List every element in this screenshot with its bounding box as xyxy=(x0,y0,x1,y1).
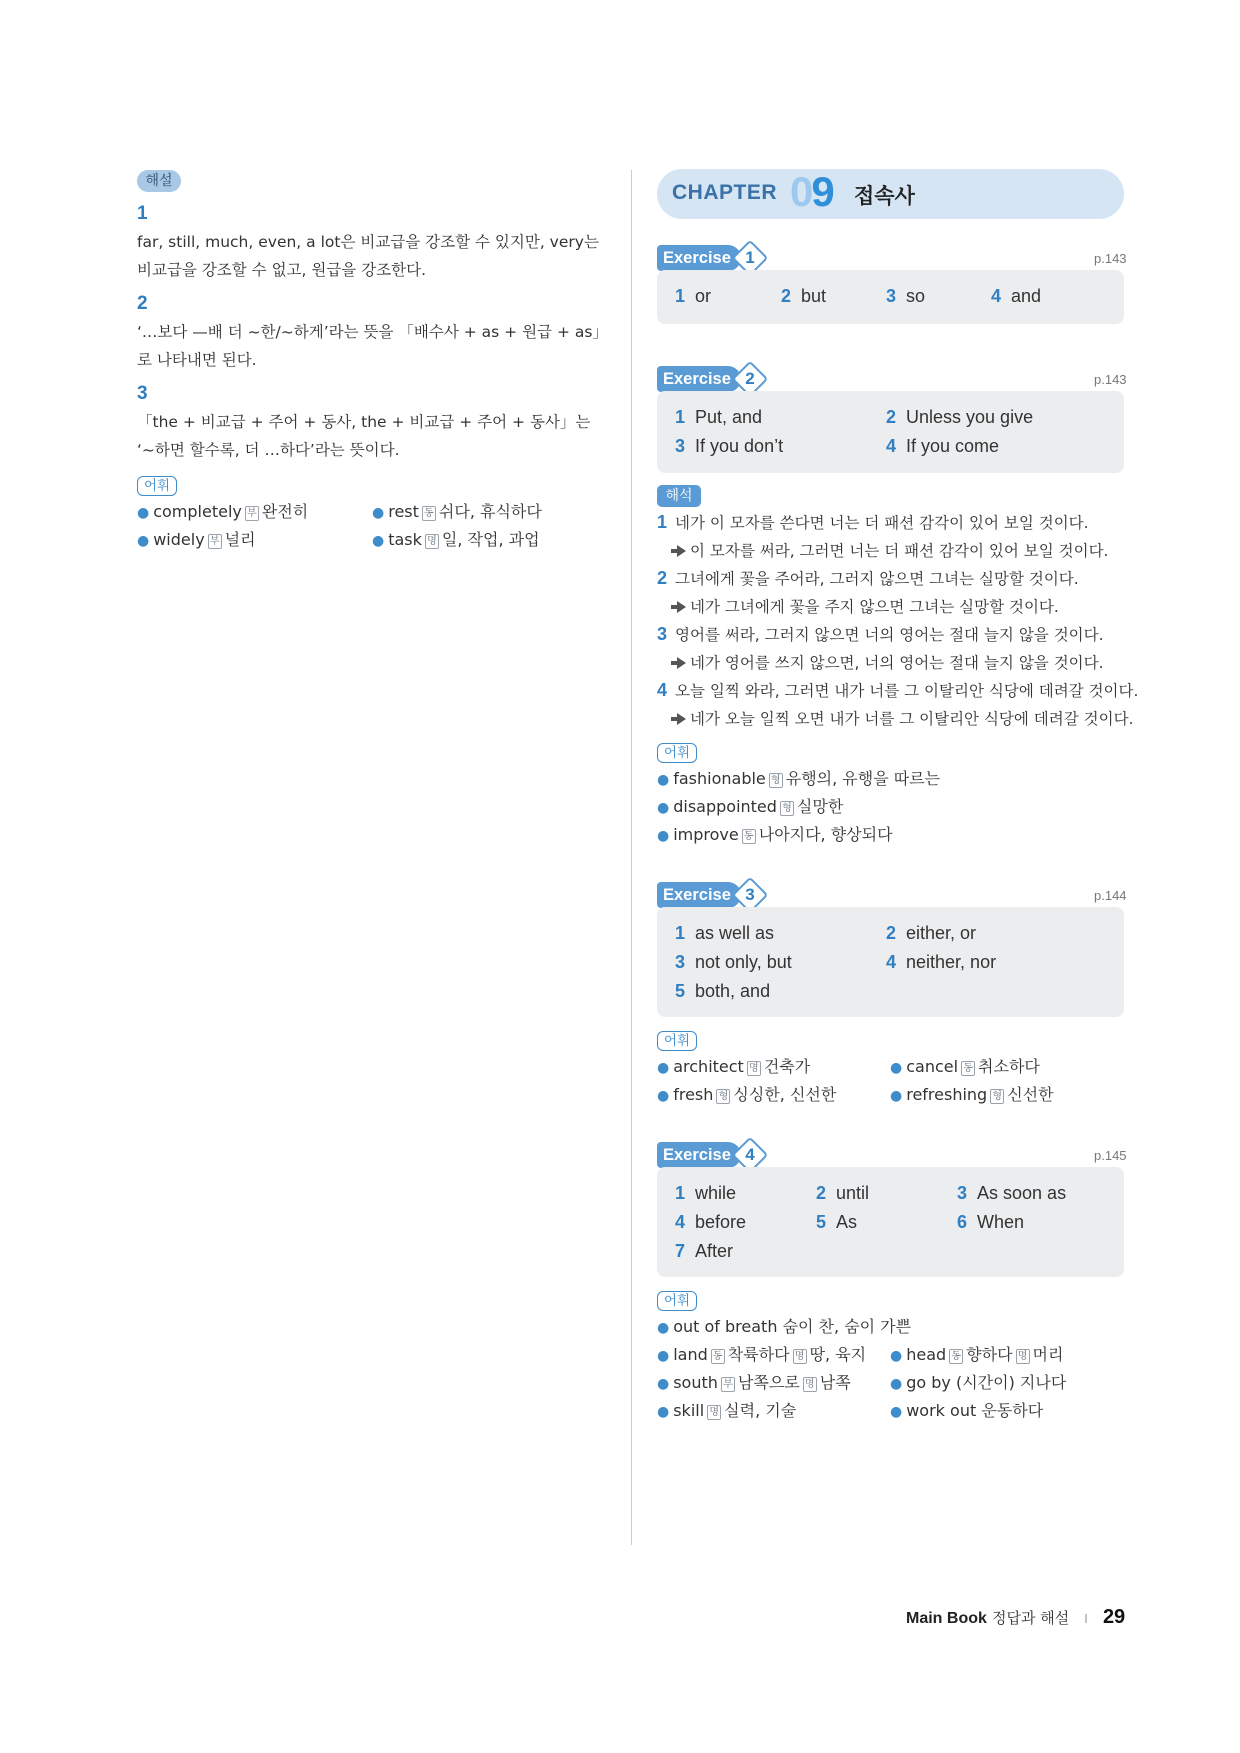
explanation-number: 1 xyxy=(137,203,148,224)
vocab-section-label xyxy=(657,1290,697,1311)
exercise-number: 4 xyxy=(745,1145,755,1164)
vocab-meaning: 완전히 xyxy=(261,502,309,521)
answer-item: 4 before xyxy=(675,1212,747,1232)
vocab-meaning: 일, 작업, 과업 xyxy=(441,530,540,549)
translation-alt-line: 이 모자를 써라, 그러면 너는 더 패션 감각이 있어 보일 것이다. xyxy=(677,539,1108,561)
footer-separator: I xyxy=(1084,1612,1088,1626)
bullet-icon: ● xyxy=(657,1348,670,1364)
bullet-icon: ● xyxy=(657,1060,670,1076)
explanation-text: far, still, much, even, a lot은 비교급을 강조할 수 있지만, very는 비교급을 강조할 수 없고, 원급을 강조한다. xyxy=(137,233,599,279)
part-of-speech-badge: 형 xyxy=(769,773,783,788)
bullet-icon: ● xyxy=(890,1088,903,1104)
vocab-meaning: 쉬다, 휴식하다 xyxy=(438,502,542,521)
vocab-tag: 어휘 xyxy=(137,476,177,496)
exercise-number: 3 xyxy=(745,885,755,904)
vocab-section-label xyxy=(137,475,177,496)
vocab-item xyxy=(137,498,308,527)
part-of-speech-badge: 동 xyxy=(711,1349,725,1364)
bullet-icon: ● xyxy=(657,1320,670,1336)
vocab-item: ● cancel 동 취소하다 xyxy=(890,1057,1040,1076)
bullet-icon: ● xyxy=(890,1348,903,1364)
translation-alt-line: 네가 오늘 일찍 오면 내가 너를 그 이탈리안 식당에 데려갈 것이다. xyxy=(677,707,1134,729)
bullet-icon: ● xyxy=(137,505,150,521)
vocab-tag: 어휘 xyxy=(657,1291,697,1311)
answer-item: 2 either, or xyxy=(886,923,977,943)
bullet-icon: ● xyxy=(372,533,385,549)
chapter-word: CHAPTER xyxy=(672,181,778,204)
part-of-speech-badge: 명 xyxy=(1016,1349,1030,1364)
page-reference: p.143 xyxy=(1094,372,1127,387)
answer-item: 5 As xyxy=(816,1212,858,1232)
bullet-icon: ● xyxy=(890,1376,903,1392)
vocab-word: widely xyxy=(153,530,205,549)
page-footer xyxy=(906,1606,1125,1629)
part-of-speech-badge: 동 xyxy=(422,506,436,521)
explanation-number: 3 xyxy=(137,383,148,404)
answer-item: 1 while xyxy=(675,1183,737,1203)
translation-line: 1 네가 이 모자를 쓴다면 너는 더 패션 감각이 있어 보일 것이다. xyxy=(657,512,1089,532)
answer-item: 4 If you come xyxy=(886,436,1000,456)
vocab-item: ● fresh 형 싱싱한, 신선한 xyxy=(657,1085,837,1104)
page-number: 29 xyxy=(1102,1606,1126,1628)
vocab-tag: 어휘 xyxy=(657,1031,697,1051)
vocab-item: ● architect 명 건축가 xyxy=(657,1057,811,1076)
bullet-icon: ● xyxy=(657,1088,670,1104)
answer-item: 2 until xyxy=(816,1183,870,1203)
page-reference: p.143 xyxy=(1094,251,1127,266)
explanation-text: 「the + 비교급 + 주어 + 동사, the + 비교급 + 주어 + 동사」는 ‘~하면 할수록, 더 …하다’라는 뜻이다. xyxy=(137,413,591,459)
vocab-item: ● work out 운동하다 xyxy=(890,1401,1044,1420)
vocab-section-label xyxy=(657,742,697,763)
exercise-number: 1 xyxy=(745,248,755,267)
vocab-item xyxy=(372,526,540,555)
bullet-icon: ● xyxy=(657,1404,670,1420)
bullet-icon: ● xyxy=(890,1060,903,1076)
bullet-icon: ● xyxy=(657,828,670,844)
translation-label: 해석 xyxy=(657,485,701,507)
vocab-word: rest xyxy=(388,502,419,521)
answer-item: 3 As soon as xyxy=(957,1183,1067,1203)
vocab-item: ● head 동 향하다 명 머리 xyxy=(890,1345,1064,1364)
translation-alt-line: 네가 영어를 쓰지 않으면, 너의 영어는 절대 늘지 않을 것이다. xyxy=(677,651,1104,673)
answer-item: 6 When xyxy=(957,1212,1025,1232)
bullet-icon: ● xyxy=(372,505,385,521)
vocab-item: ● disappointed 형 실망한 xyxy=(657,797,844,816)
answer-item: 3 If you don’t xyxy=(675,436,784,456)
part-of-speech-badge: 형 xyxy=(780,801,794,816)
translation-line: 2 그녀에게 꽃을 주어라, 그러지 않으면 그녀는 실망할 것이다. xyxy=(657,568,1079,588)
answer-item: 1 Put, and xyxy=(675,407,763,427)
explanation-number: 2 xyxy=(137,293,148,314)
part-of-speech-badge: 부 xyxy=(208,534,222,549)
arrow-right-icon xyxy=(677,601,686,613)
vocab-tag: 어휘 xyxy=(657,743,697,763)
vocab-section-label xyxy=(657,1030,697,1051)
vocab-item: ● south 부 남쪽으로 명 남쪽 xyxy=(657,1373,851,1392)
bullet-icon: ● xyxy=(657,772,670,788)
part-of-speech-badge: 부 xyxy=(721,1377,735,1392)
vocab-item: ● improve 동 나아지다, 향상되다 xyxy=(657,825,893,844)
exercise-label: Exercise xyxy=(657,366,741,392)
book-subtitle: 정답과 해설 xyxy=(991,1609,1070,1627)
exercise-label: Exercise xyxy=(657,1142,741,1168)
exercise-number: 2 xyxy=(745,369,755,388)
answer-item: 2 Unless you give xyxy=(886,407,1034,427)
answer-item: 3 so xyxy=(886,286,926,306)
part-of-speech-badge: 형 xyxy=(990,1089,1004,1104)
vocab-item: ● land 동 착륙하다 명 땅, 육지 xyxy=(657,1345,867,1364)
bullet-icon: ● xyxy=(657,1376,670,1392)
chapter-number: 09 xyxy=(790,168,833,215)
exercise-label: Exercise xyxy=(657,245,741,271)
vocab-item: ● refreshing 형 신선한 xyxy=(890,1085,1054,1104)
vocab-item xyxy=(372,498,542,527)
page-reference: p.144 xyxy=(1094,888,1127,903)
vocab-meaning: 널리 xyxy=(224,530,256,549)
part-of-speech-badge: 부 xyxy=(245,506,259,521)
answer-item: 3 not only, but xyxy=(675,952,792,972)
page-reference: p.145 xyxy=(1094,1148,1127,1163)
vocab-item: ● skill 명 실력, 기술 xyxy=(657,1401,797,1420)
translation-line: 4 오늘 일찍 와라, 그러면 내가 너를 그 이탈리안 식당에 데려갈 것이다. xyxy=(657,680,1139,700)
vocab-item: ● go by (시간이) 지나다 xyxy=(890,1373,1067,1392)
vocab-item: ● out of breath 숨이 찬, 숨이 가쁜 xyxy=(657,1317,912,1336)
answer-item: 2 but xyxy=(781,286,827,306)
answer-item: 4 and xyxy=(991,286,1042,306)
translation-alt-line: 네가 그녀에게 꽃을 주지 않으면 그녀는 실망할 것이다. xyxy=(677,595,1059,617)
part-of-speech-badge: 명 xyxy=(747,1061,761,1076)
part-of-speech-badge: 명 xyxy=(707,1405,721,1420)
answer-item: 4 neither, nor xyxy=(886,952,997,972)
arrow-right-icon xyxy=(677,713,686,725)
answer-item: 1 as well as xyxy=(675,923,775,943)
answer-box xyxy=(657,391,1124,473)
chapter-title: 접속사 xyxy=(854,184,915,208)
part-of-speech-badge: 동 xyxy=(742,829,756,844)
answer-item: 5 both, and xyxy=(675,981,771,1001)
translation-line: 3 영어를 써라, 그러지 않으면 너의 영어는 절대 늘지 않을 것이다. xyxy=(657,624,1104,644)
explanation-label: 해설 xyxy=(137,170,181,192)
answer-item: 1 or xyxy=(675,286,712,306)
bullet-icon: ● xyxy=(137,533,150,549)
answer-item: 7 After xyxy=(675,1241,734,1261)
column-divider xyxy=(631,170,632,1545)
vocab-word: task xyxy=(388,530,422,549)
part-of-speech-badge: 형 xyxy=(716,1089,730,1104)
exercise-label: Exercise xyxy=(657,882,741,908)
part-of-speech-badge: 명 xyxy=(793,1349,807,1364)
part-of-speech-badge: 동 xyxy=(961,1061,975,1076)
part-of-speech-badge: 명 xyxy=(803,1377,817,1392)
bullet-icon: ● xyxy=(890,1404,903,1420)
arrow-right-icon xyxy=(677,545,686,557)
part-of-speech-badge: 명 xyxy=(425,534,439,549)
part-of-speech-badge: 동 xyxy=(949,1349,963,1364)
bullet-icon: ● xyxy=(657,800,670,816)
vocab-item: ● fashionable 형 유행의, 유행을 따르는 xyxy=(657,769,941,788)
vocab-word: completely xyxy=(153,502,242,521)
explanation-text: ‘…보다 —배 더 ~한/~하게’라는 뜻을 「배수사 + as + 원급 + as」로 나타내면 된다. xyxy=(137,323,608,369)
vocab-item xyxy=(137,526,256,555)
book-title: Main Book xyxy=(906,1610,987,1627)
arrow-right-icon xyxy=(677,657,686,669)
